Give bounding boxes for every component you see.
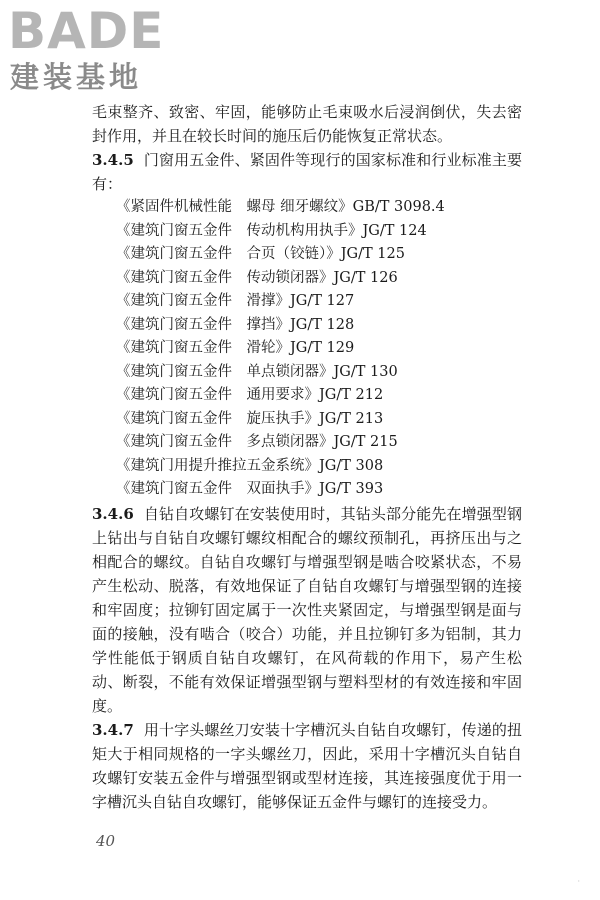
standard-item: 《建筑门窗五金件 双面执手》JG/T 393 bbox=[116, 481, 384, 497]
standard-item: 《建筑门窗五金件 滑撑》JG/T 127 bbox=[116, 293, 355, 309]
standard-item: 《建筑门窗五金件 多点锁闭器》JG/T 215 bbox=[116, 434, 398, 450]
section-number: 3.4.6 bbox=[92, 504, 134, 523]
standard-item: 《建筑门窗五金件 传动机构用执手》JG/T 124 bbox=[116, 222, 427, 239]
page-number: 40 bbox=[96, 832, 116, 850]
section-text: 自钻自攻螺钉在安装使用时，其钻头部分能先在增强型钢上钻出与自钻自攻螺钉螺纹相配合的螺纹预制孔，再挤压出与之相配合的螺纹。自钻自攻螺钉与增强型钢是啮合咬紧状态，不易产生松动、脱落，有效地保证了自钻自攻螺钉与增强型钢的连接和牢固度；拉铆钉固定属于一次性夹紧固定，与增强型钢是面与面的接触，没有啮合（咬合）功能，并且拉铆钉多为铝制，其力学性能低于钢质自钻自攻螺钉，在风荷载的作用下，易产生松动、断裂，不能有效保证增强型钢与塑料型材的有效连接和牢固度。 bbox=[92, 504, 522, 715]
standard-item: 《建筑门用提升推拉五金系统》JG/T 308 bbox=[116, 457, 384, 474]
logo-brand: BADE bbox=[8, 2, 165, 60]
section-number: 3.4.7 bbox=[92, 720, 134, 739]
standard-item: 《紧固件机械性能 螺母 细牙螺纹》GB/T 3098.4 bbox=[116, 199, 445, 215]
section-3-4-6 bbox=[92, 502, 522, 718]
standard-item: 《建筑门窗五金件 通用要求》JG/T 212 bbox=[116, 387, 384, 403]
standards-list bbox=[92, 196, 522, 502]
section-heading: 门窗用五金件、紧固件等现行的国家标准和行业标准主要有： bbox=[92, 151, 522, 193]
standard-item: 《建筑门窗五金件 撑挡》JG/T 128 bbox=[116, 316, 355, 333]
standard-item: 《建筑门窗五金件 传动锁闭器》JG/T 126 bbox=[116, 269, 398, 286]
section-3-4-7 bbox=[92, 718, 522, 814]
section-text: 用十字头螺丝刀安装十字槽沉头自钻自攻螺钉，传递的扭矩大于相同规格的一字头螺丝刀，因此，采用十字槽沉头自钻自攻螺钉安装五金件与增强型钢或型材连接，其连接强度优于用一字槽沉头自钻自攻螺钉，能够保证五金件与螺钉的连接受力。 bbox=[92, 720, 522, 811]
section-3-4-5 bbox=[92, 148, 522, 196]
standard-item: 《建筑门窗五金件 滑轮》JG/T 129 bbox=[116, 340, 355, 356]
standard-item: 《建筑门窗五金件 单点锁闭器》JG/T 130 bbox=[116, 363, 398, 380]
standard-item: 《建筑门窗五金件 旋压执手》JG/T 213 bbox=[116, 410, 384, 427]
logo-subtitle: 建装基地 bbox=[10, 60, 143, 94]
intro-paragraph: 毛束整齐、致密、牢固，能够防止毛束吸水后浸润倒伏，失去密封作用，并且在较长时间的施压后仍能恢复正常状态。 bbox=[92, 103, 522, 145]
logo bbox=[8, 4, 178, 96]
corner-dot: · bbox=[577, 877, 580, 886]
standard-item: 《建筑门窗五金件 合页（铰链）》JG/T 125 bbox=[116, 246, 405, 262]
section-number: 3.4.5 bbox=[92, 151, 134, 169]
page-content bbox=[92, 100, 522, 814]
